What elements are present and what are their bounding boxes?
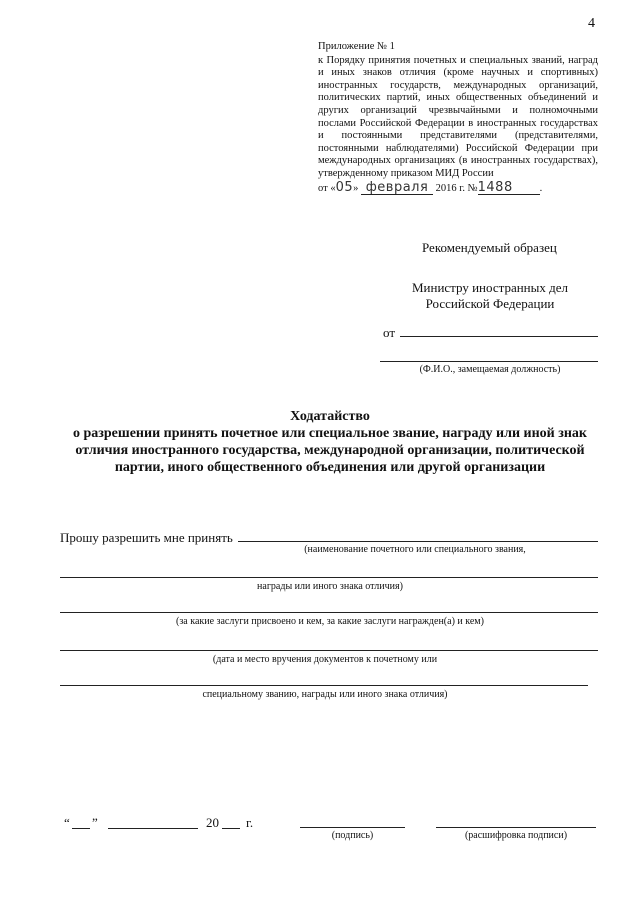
appendix-from: от « xyxy=(318,182,336,194)
from-caption: (Ф.И.О., замещаемая должность) xyxy=(419,364,561,375)
form-line-5[interactable] xyxy=(60,685,588,686)
date-month-line[interactable] xyxy=(108,828,198,829)
addressee-line-2: Российской Федерации xyxy=(425,296,555,311)
form-caption-5: специальному званию, награды или иного знака отличия) xyxy=(202,689,448,700)
signature-decode-line[interactable] xyxy=(436,827,596,828)
appendix-day: 05 xyxy=(335,179,354,195)
appendix-block xyxy=(318,41,598,195)
date-quote-open: “ xyxy=(64,815,70,830)
appendix-day-close: » xyxy=(353,182,359,194)
appendix-date-line xyxy=(318,179,598,196)
appendix-dot: . xyxy=(539,182,543,194)
form-line-3[interactable] xyxy=(60,612,598,613)
appendix-order-number: 1488 xyxy=(478,182,540,195)
appendix-title: Приложение № 1 xyxy=(318,41,395,52)
from-field-line-2[interactable] xyxy=(380,361,598,362)
form-line-1[interactable] xyxy=(238,541,598,542)
form-caption-2: награды или иного знака отличия) xyxy=(257,581,403,592)
heading-line-2: отличия иностранного государства, международной организации, политической xyxy=(75,443,585,458)
form-line-4[interactable] xyxy=(60,650,598,651)
appendix-month: февраля xyxy=(361,182,433,195)
signature-decode-caption: (расшифровка подписи) xyxy=(464,830,568,841)
appendix-year-text: 2016 г. № xyxy=(435,182,478,194)
form-line-2[interactable] xyxy=(60,577,598,578)
heading-line-3: партии, иного общественного объединения или другой организации xyxy=(114,460,546,475)
heading-line-1: о разрешении принять почетное или специальное звание, награду или иной знак xyxy=(72,426,587,441)
appendix-body: к Порядку принятия почетных и специальных званий, наград и иных знаков отличия (кроме научных и спортивных) иностранных государств, международных организаций, политических партий, иных общественных объединений и других организаций чрезвычайными и полномочными послами Российской Федерации в иностранных государствах и постоянными представителями (представителями, постоянными наблюдателями) Российской Федерации при международных организациях (в иностранных государствах), утвержденному приказом МИД России xyxy=(318,54,598,179)
addressee-block xyxy=(405,280,575,312)
form-caption-1: (наименование почетного или специального звания, xyxy=(304,544,526,555)
recommended-sample-label: Рекомендуемый образец xyxy=(422,240,557,255)
date-day-line[interactable] xyxy=(72,828,90,829)
from-label: от xyxy=(383,325,396,340)
signature-caption: (подпись) xyxy=(331,830,374,841)
date-year-line[interactable] xyxy=(222,828,240,829)
form-caption-3: (за какие заслуги присвоено и кем, за какие заслуги награжден(а) и кем) xyxy=(176,616,484,627)
document-heading xyxy=(40,408,620,476)
date-quote-close: ” xyxy=(92,815,98,830)
request-label: Прошу разрешить мне принять xyxy=(60,530,233,545)
page-number: 4 xyxy=(588,16,595,31)
addressee-line-1: Министру иностранных дел xyxy=(411,280,568,295)
date-year-suffix: г. xyxy=(246,815,254,830)
heading-title: Ходатайство xyxy=(290,409,370,424)
signature-line[interactable] xyxy=(300,827,405,828)
form-caption-4: (дата и место вручения документов к почетному или xyxy=(212,654,438,665)
from-field-line-1[interactable] xyxy=(400,336,598,337)
date-year-prefix: 20 xyxy=(206,815,219,830)
